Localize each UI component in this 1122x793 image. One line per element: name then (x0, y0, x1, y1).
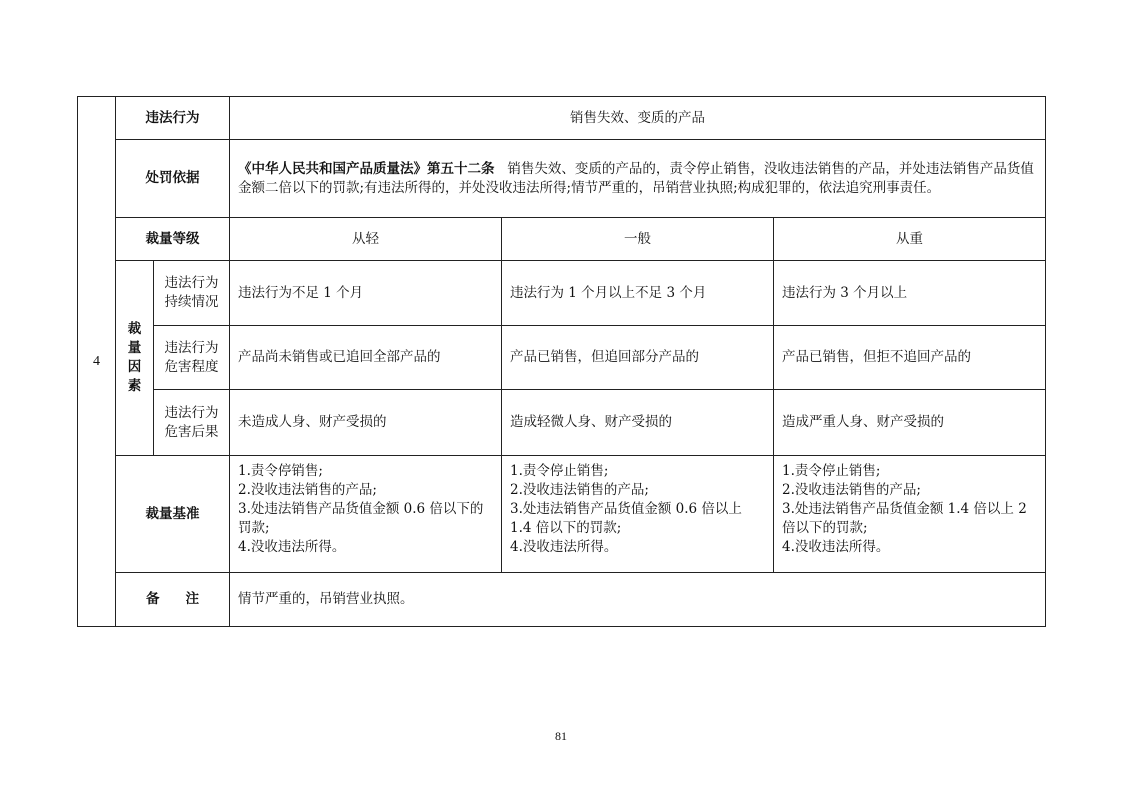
violation-label: 违法行为 (116, 97, 230, 140)
standard-item: 3.处违法销售产品货值金额 0.6 倍以上 1.4 倍以下的罚款; (510, 501, 742, 536)
factor-row (78, 390, 1046, 456)
violation-value: 销售失效、变质的产品 (230, 97, 1046, 140)
factor-normal: 违法行为 1 个月以上不足 3 个月 (502, 261, 774, 326)
factor-light: 产品尚未销售或已追回全部产品的 (230, 326, 502, 390)
factor-name: 违法行为危害程度 (154, 326, 230, 390)
basis-law: 《中华人民共和国产品质量法》第五十二条 (238, 160, 495, 177)
basis-gap (495, 161, 508, 177)
standard-item: 2.没收违法销售的产品; (238, 482, 377, 498)
page-number: 81 (555, 729, 567, 743)
note-label: 备注 (116, 573, 230, 627)
standard-item: 3.处违法销售产品货值金额 1.4 倍以上 2 倍以下的罚款; (782, 501, 1027, 536)
standard-item: 2.没收违法销售的产品; (782, 482, 921, 498)
factors-label-char: 裁 (127, 321, 142, 337)
standard-item: 4.没收违法所得。 (510, 539, 618, 555)
factor-light: 未造成人身、财产受损的 (230, 390, 502, 456)
factor-heavy: 产品已销售，但拒不追回产品的 (774, 326, 1046, 390)
levels-label: 裁量等级 (116, 218, 230, 261)
factor-row (78, 261, 1046, 326)
basis-text: 销售失效、变质的产品的，责令停止销售，没收违法销售的产品，并处违法销售产品货值金额二倍以下的罚款;有违法所得的，并处没收违法所得;情节严重的，吊销营业执照;构成犯罪的，依法追究刑事责任。 (238, 160, 1034, 196)
discretion-table (77, 96, 1046, 627)
factor-normal: 造成轻微人身、财产受损的 (502, 390, 774, 456)
row-number: 4 (78, 97, 116, 627)
standard-item: 4.没收违法所得。 (782, 539, 890, 555)
level-normal: 一般 (502, 218, 774, 261)
factors-label-char: 素 (127, 378, 142, 394)
levels-row (78, 218, 1046, 261)
standard-label: 裁量基准 (116, 456, 230, 573)
standard-item: 3.处违法销售产品货值金额 0.6 倍以下的罚款; (238, 501, 484, 536)
violation-row (78, 97, 1046, 140)
basis-content (230, 140, 1046, 218)
basis-row (78, 140, 1046, 218)
factor-light: 违法行为不足 1 个月 (230, 261, 502, 326)
standard-row (78, 456, 1046, 573)
factors-label-char: 因 (127, 359, 142, 375)
note-value: 情节严重的，吊销营业执照。 (230, 573, 1046, 627)
standard-item: 1.责令停销售; (238, 463, 323, 479)
standard-normal (502, 456, 774, 573)
standard-light (230, 456, 502, 573)
factor-heavy: 违法行为 3 个月以上 (774, 261, 1046, 326)
standard-heavy (774, 456, 1046, 573)
factors-label (116, 261, 154, 456)
factor-heavy: 造成严重人身、财产受损的 (774, 390, 1046, 456)
factors-label-char: 量 (127, 340, 142, 356)
basis-label: 处罚依据 (116, 140, 230, 218)
factor-name: 违法行为持续情况 (154, 261, 230, 326)
standard-item: 1.责令停止销售; (510, 463, 609, 479)
factor-row (78, 326, 1046, 390)
level-light: 从轻 (230, 218, 502, 261)
level-heavy: 从重 (774, 218, 1046, 261)
standard-item: 4.没收违法所得。 (238, 539, 346, 555)
standard-item: 2.没收违法销售的产品; (510, 482, 649, 498)
factor-name: 违法行为危害后果 (154, 390, 230, 456)
note-row (78, 573, 1046, 627)
standard-item: 1.责令停止销售; (782, 463, 881, 479)
factor-normal: 产品已销售，但追回部分产品的 (502, 326, 774, 390)
